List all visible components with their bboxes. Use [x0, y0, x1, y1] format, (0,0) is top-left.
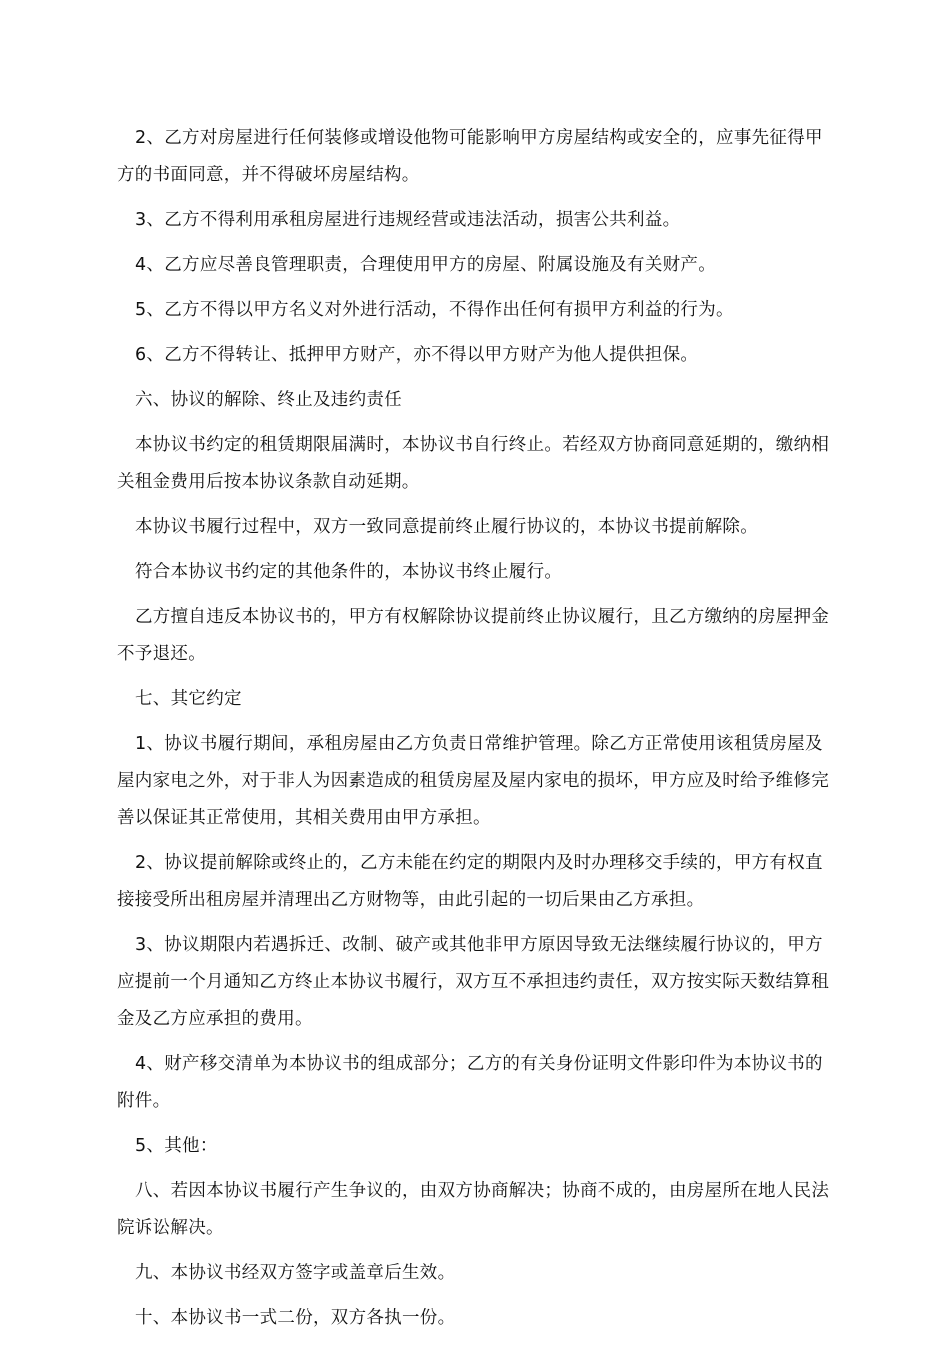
other-clause-1-maintenance: 1、协议书履行期间，承租房屋由乙方负责日常维护管理。除乙方正常使用该租赁房屋及屋内家电之外，对于非人为因素造成的租赁房屋及屋内家电的损坏，甲方应及时给予维修完善以保证其正常使用，其相关费用由甲方承担。	[117, 734, 829, 828]
clause-3-illegal-use: 3、乙方不得利用承租房屋进行违规经营或违法活动，损害公共利益。	[135, 210, 681, 230]
section-nine-effective: 九、本协议书经双方签字或盖章后生效。	[135, 1263, 456, 1283]
other-clause-2-handover: 2、协议提前解除或终止的，乙方未能在约定的期限内及时办理移交手续的，甲方有权直接接受所出租房屋并清理出乙方财物等，由此引起的一切后果由乙方承担。	[117, 853, 823, 910]
clause-2-renovation: 2、乙方对房屋进行任何装修或增设他物可能影响甲方房屋结构或安全的，应事先征得甲方的书面同意，并不得破坏房屋结构。	[117, 128, 823, 185]
section-ten-copies: 十、本协议书一式二份，双方各执一份。	[135, 1308, 456, 1328]
document-body	[117, 120, 837, 1345]
termination-breach: 乙方擅自违反本协议书的，甲方有权解除协议提前终止协议履行，且乙方缴纳的房屋押金不予退还。	[117, 607, 830, 664]
section-eight-disputes: 八、若因本协议书履行产生争议的，由双方协商解决；协商不成的，由房屋所在地人民法院诉讼解决。	[117, 1181, 830, 1238]
clause-6-mortgage: 6、乙方不得转让、抵押甲方财产，亦不得以甲方财产为他人提供担保。	[135, 345, 699, 365]
termination-mutual: 本协议书履行过程中，双方一致同意提前终止履行协议的，本协议书提前解除。	[135, 517, 758, 537]
termination-conditions: 符合本协议书约定的其他条件的，本协议书终止履行。	[135, 562, 563, 582]
other-clause-5-misc: 5、其他：	[135, 1136, 218, 1156]
clause-4-management: 4、乙方应尽善良管理职责，合理使用甲方的房屋、附属设施及有关财产。	[135, 255, 717, 275]
termination-expiry: 本协议书约定的租赁期限届满时，本协议书自行终止。若经双方协商同意延期的，缴纳相关租金费用后按本协议条款自动延期。	[117, 435, 830, 492]
clause-5-name-use: 5、乙方不得以甲方名义对外进行活动，不得作出任何有损甲方利益的行为。	[135, 300, 734, 320]
section-heading-termination: 六、协议的解除、终止及违约责任	[135, 390, 402, 410]
other-clause-3-force-majeure: 3、协议期限内若遇拆迁、改制、破产或其他非甲方原因导致无法继续履行协议的，甲方应提前一个月通知乙方终止本协议书履行，双方互不承担违约责任，双方按实际天数结算租金及乙方应承担的费用。	[117, 935, 829, 1029]
other-clause-4-attachments: 4、财产移交清单为本协议书的组成部分；乙方的有关身份证明文件影印件为本协议书的附件。	[117, 1054, 823, 1111]
section-heading-other: 七、其它约定	[135, 689, 242, 709]
